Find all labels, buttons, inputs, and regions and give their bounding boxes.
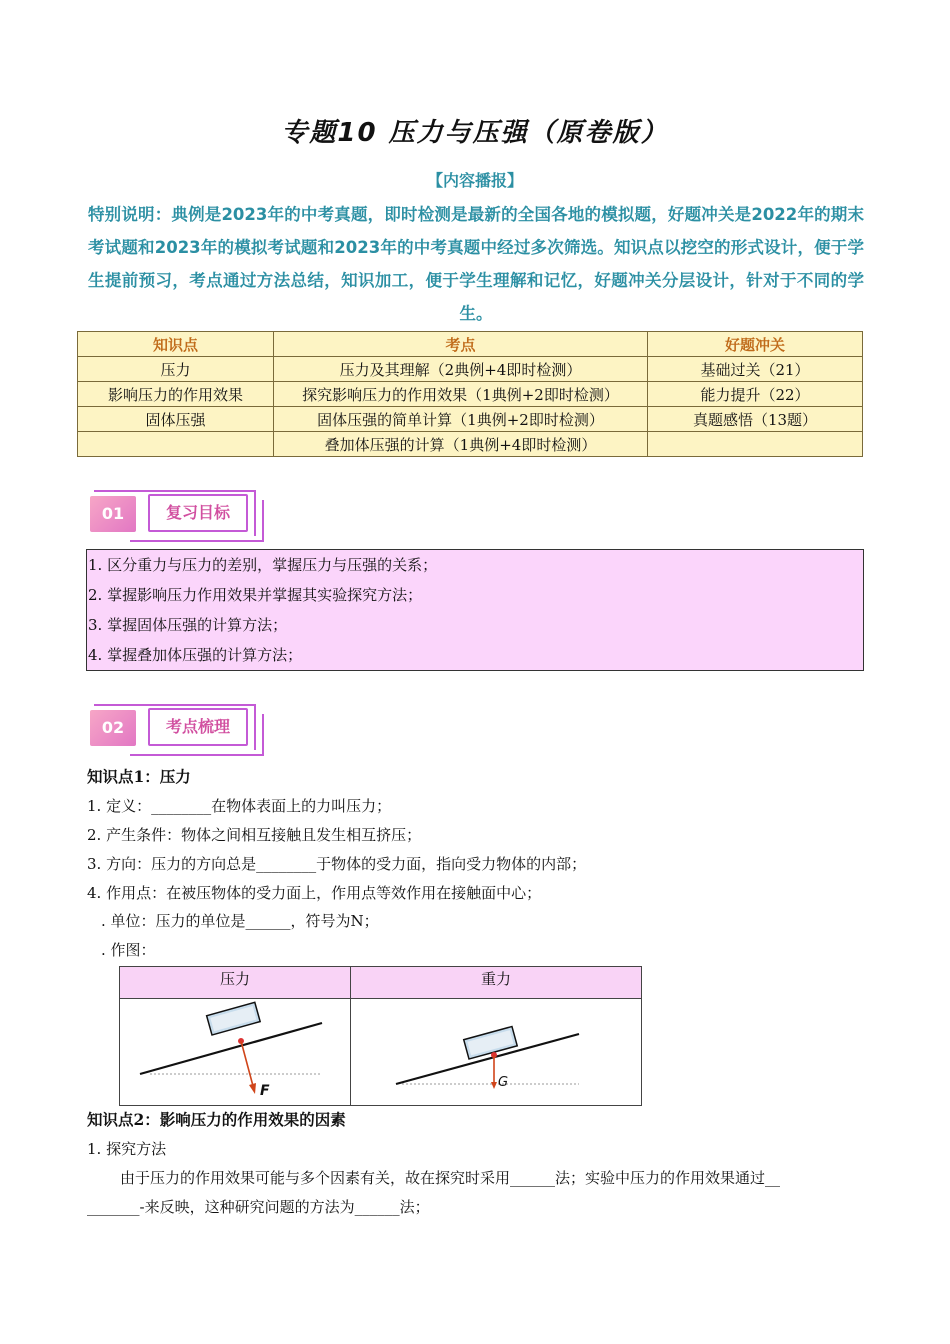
section-number: 01: [90, 496, 136, 532]
section-badge-review-goals: [90, 490, 270, 540]
table-row: [78, 357, 863, 382]
table-cell: 影响压力的作用效果: [78, 382, 274, 407]
table-cell: 固体压强: [78, 407, 274, 432]
table-header-cell: 知识点: [78, 332, 274, 357]
goal-item: 4. 掌握叠加体压强的计算方法；: [88, 646, 303, 664]
table-row: [78, 407, 863, 432]
content-broadcast-label: 【内容播报】: [426, 171, 523, 190]
section-label: 复习目标: [148, 494, 248, 532]
review-goals-box: [86, 549, 864, 671]
overview-table: [77, 331, 863, 457]
force-arrow-F: [241, 1041, 253, 1086]
pressure-force-diagram: [120, 999, 350, 1105]
knowledge-point-2-title: 知识点2：影响压力的作用效果的因素: [87, 1110, 346, 1129]
kp1-item: 4. 作用点：在被压物体的受力面上，作用点等效作用在接触面中心；: [87, 884, 542, 902]
table-header-cell: 考点: [274, 332, 648, 357]
table-cell: 基础过关（21）: [648, 357, 863, 382]
diagram-divider: [350, 967, 351, 1105]
table-row: [78, 382, 863, 407]
kp2-item: 1. 探究方法: [87, 1140, 167, 1158]
page-title: 专题10 压力与压强（原卷版）: [281, 118, 669, 148]
kp1-item: 1. 定义：________在物体表面上的力叫压力；: [87, 797, 392, 815]
table-cell: 真题感悟（13题）: [648, 407, 863, 432]
arrowhead: [249, 1083, 256, 1094]
kp2-paragraph-line: _______-来反映，这种研究问题的方法为______法；: [87, 1198, 430, 1216]
knowledge-point-1-title: 知识点1：压力: [87, 767, 191, 786]
special-note: 特别说明：典例是2023年的中考真题，即时检测是最新的全国各地的模拟题，好题冲关是2022年的期末考试题和2023年的模拟考试题和2023年的中考真题中经过多次筛选。知识点以挖空的形式设计，便于学生提前预习，考点通过方法总结，知识加工，便于学生理解和记忆，好题冲关分层设计，针对于不同的学生。: [88, 205, 864, 323]
goal-item: 2. 掌握影响压力作用效果并掌握其实验探究方法；: [88, 586, 423, 604]
diagram-header-pressure: 压力: [120, 967, 350, 999]
table-cell: 固体压强的简单计算（1典例+2即时检测）: [274, 407, 648, 432]
table-cell: [78, 432, 274, 457]
incline-surface: [140, 1023, 322, 1074]
diagram-header-gravity: 重力: [351, 967, 641, 999]
kp2-paragraph-line: 由于压力的作用效果可能与多个因素有关，故在探究时采用______法；实验中压力的作用效果通过__: [120, 1169, 781, 1187]
block-on-incline: [207, 1002, 261, 1035]
table-cell: 叠加体压强的计算（1典例+4即时检测）: [274, 432, 648, 457]
force-label-F: F: [260, 1083, 270, 1099]
goal-item: 1. 区分重力与压力的差别，掌握压力与压强的关系；: [88, 556, 438, 574]
force-diagram-table: [119, 966, 642, 1106]
section-badge-key-points: [90, 704, 270, 754]
table-cell: 压力及其理解（2典例+4即时检测）: [274, 357, 648, 382]
section-number: 02: [90, 710, 136, 746]
kp1-item: 2. 产生条件：物体之间相互接触且发生相互挤压；: [87, 826, 422, 844]
kp1-item: . 作图：: [101, 941, 156, 959]
kp1-item: . 单位：压力的单位是______，符号为N；: [101, 912, 379, 930]
table-header-cell: 好题冲关: [648, 332, 863, 357]
table-cell: 探究影响压力的作用效果（1典例+2即时检测）: [274, 382, 648, 407]
force-label-G: G: [498, 1075, 509, 1090]
table-row: [78, 432, 863, 457]
arrowhead: [491, 1082, 497, 1089]
gravity-force-diagram: [352, 999, 641, 1105]
kp1-item: 3. 方向：压力的方向总是________于物体的受力面，指向受力物体的内部；: [87, 855, 587, 873]
goal-item: 3. 掌握固体压强的计算方法；: [88, 616, 288, 634]
table-cell: [648, 432, 863, 457]
section-label: 考点梳理: [148, 708, 248, 746]
table-header-row: [78, 332, 863, 357]
table-cell: 能力提升（22）: [648, 382, 863, 407]
table-cell: 压力: [78, 357, 274, 382]
